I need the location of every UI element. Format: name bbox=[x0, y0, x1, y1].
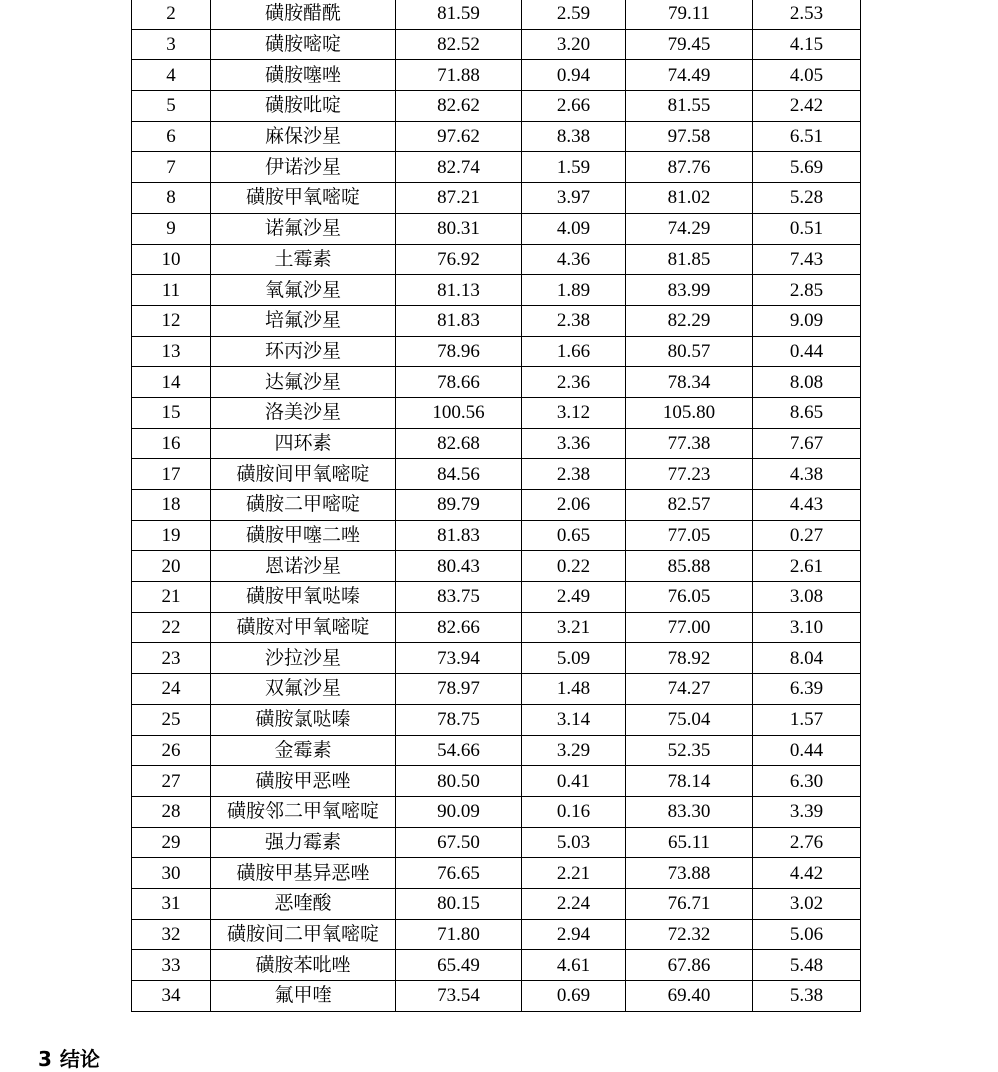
value-col-4-cell: 5.69 bbox=[753, 152, 861, 183]
value-col-3-cell: 82.29 bbox=[626, 305, 753, 336]
table-row bbox=[132, 0, 861, 29]
value-col-2-cell: 2.59 bbox=[522, 0, 626, 29]
value-col-2-cell: 2.36 bbox=[522, 367, 626, 398]
value-col-4-cell: 3.08 bbox=[753, 582, 861, 613]
value-col-1-cell: 81.83 bbox=[396, 520, 522, 551]
value-col-4-cell: 8.08 bbox=[753, 367, 861, 398]
value-col-4-cell: 3.10 bbox=[753, 612, 861, 643]
value-col-1-cell: 73.94 bbox=[396, 643, 522, 674]
value-col-1-cell: 82.68 bbox=[396, 428, 522, 459]
compound-name-cell: 磺胺苯吡唑 bbox=[211, 950, 396, 981]
row-number-cell: 3 bbox=[132, 29, 211, 60]
value-col-2-cell: 5.09 bbox=[522, 643, 626, 674]
value-col-3-cell: 87.76 bbox=[626, 152, 753, 183]
value-col-4-cell: 2.76 bbox=[753, 827, 861, 858]
value-col-2-cell: 2.94 bbox=[522, 919, 626, 950]
row-number-cell: 22 bbox=[132, 612, 211, 643]
value-col-4-cell: 4.43 bbox=[753, 490, 861, 521]
compound-name-cell: 恩诺沙星 bbox=[211, 551, 396, 582]
value-col-2-cell: 3.36 bbox=[522, 428, 626, 459]
value-col-3-cell: 76.71 bbox=[626, 888, 753, 919]
table-row bbox=[132, 674, 861, 705]
value-col-2-cell: 2.21 bbox=[522, 858, 626, 889]
value-col-4-cell: 5.48 bbox=[753, 950, 861, 981]
row-number-cell: 25 bbox=[132, 704, 211, 735]
compound-name-cell: 环丙沙星 bbox=[211, 336, 396, 367]
row-number-cell: 18 bbox=[132, 490, 211, 521]
table-row bbox=[132, 336, 861, 367]
compound-name-cell: 磺胺甲氧哒嗪 bbox=[211, 582, 396, 613]
table-row bbox=[132, 704, 861, 735]
row-number-cell: 23 bbox=[132, 643, 211, 674]
row-number-cell: 34 bbox=[132, 981, 211, 1012]
table-row bbox=[132, 582, 861, 613]
value-col-3-cell: 73.88 bbox=[626, 858, 753, 889]
value-col-2-cell: 2.66 bbox=[522, 91, 626, 122]
results-table-body bbox=[132, 0, 861, 1011]
value-col-1-cell: 80.50 bbox=[396, 766, 522, 797]
value-col-1-cell: 81.59 bbox=[396, 0, 522, 29]
value-col-3-cell: 79.11 bbox=[626, 0, 753, 29]
value-col-2-cell: 3.29 bbox=[522, 735, 626, 766]
value-col-1-cell: 81.83 bbox=[396, 305, 522, 336]
table-row bbox=[132, 950, 861, 981]
value-col-3-cell: 52.35 bbox=[626, 735, 753, 766]
row-number-cell: 21 bbox=[132, 582, 211, 613]
row-number-cell: 11 bbox=[132, 275, 211, 306]
table-row bbox=[132, 919, 861, 950]
compound-name-cell: 磺胺间二甲氧嘧啶 bbox=[211, 919, 396, 950]
value-col-2-cell: 4.09 bbox=[522, 213, 626, 244]
value-col-2-cell: 0.69 bbox=[522, 981, 626, 1012]
compound-name-cell: 磺胺甲恶唑 bbox=[211, 766, 396, 797]
row-number-cell: 29 bbox=[132, 827, 211, 858]
table-row bbox=[132, 551, 861, 582]
value-col-1-cell: 80.31 bbox=[396, 213, 522, 244]
compound-name-cell: 金霉素 bbox=[211, 735, 396, 766]
value-col-1-cell: 97.62 bbox=[396, 121, 522, 152]
value-col-3-cell: 81.55 bbox=[626, 91, 753, 122]
row-number-cell: 26 bbox=[132, 735, 211, 766]
value-col-3-cell: 78.34 bbox=[626, 367, 753, 398]
value-col-2-cell: 0.65 bbox=[522, 520, 626, 551]
value-col-3-cell: 77.38 bbox=[626, 428, 753, 459]
table-row bbox=[132, 612, 861, 643]
value-col-2-cell: 3.14 bbox=[522, 704, 626, 735]
value-col-4-cell: 7.43 bbox=[753, 244, 861, 275]
value-col-3-cell: 77.00 bbox=[626, 612, 753, 643]
value-col-4-cell: 2.61 bbox=[753, 551, 861, 582]
compound-name-cell: 磺胺吡啶 bbox=[211, 91, 396, 122]
table-row bbox=[132, 121, 861, 152]
value-col-3-cell: 78.92 bbox=[626, 643, 753, 674]
value-col-2-cell: 0.16 bbox=[522, 796, 626, 827]
value-col-1-cell: 82.74 bbox=[396, 152, 522, 183]
compound-name-cell: 洛美沙星 bbox=[211, 397, 396, 428]
value-col-3-cell: 97.58 bbox=[626, 121, 753, 152]
value-col-3-cell: 76.05 bbox=[626, 582, 753, 613]
value-col-4-cell: 2.53 bbox=[753, 0, 861, 29]
table-row bbox=[132, 827, 861, 858]
row-number-cell: 32 bbox=[132, 919, 211, 950]
row-number-cell: 30 bbox=[132, 858, 211, 889]
value-col-4-cell: 4.42 bbox=[753, 858, 861, 889]
value-col-4-cell: 0.44 bbox=[753, 336, 861, 367]
row-number-cell: 20 bbox=[132, 551, 211, 582]
table-row bbox=[132, 888, 861, 919]
row-number-cell: 6 bbox=[132, 121, 211, 152]
value-col-3-cell: 83.99 bbox=[626, 275, 753, 306]
value-col-1-cell: 82.62 bbox=[396, 91, 522, 122]
value-col-4-cell: 4.15 bbox=[753, 29, 861, 60]
value-col-1-cell: 76.92 bbox=[396, 244, 522, 275]
compound-name-cell: 伊诺沙星 bbox=[211, 152, 396, 183]
row-number-cell: 17 bbox=[132, 459, 211, 490]
row-number-cell: 10 bbox=[132, 244, 211, 275]
value-col-1-cell: 78.96 bbox=[396, 336, 522, 367]
value-col-4-cell: 6.30 bbox=[753, 766, 861, 797]
compound-name-cell: 磺胺甲噻二唑 bbox=[211, 520, 396, 551]
value-col-1-cell: 78.75 bbox=[396, 704, 522, 735]
compound-name-cell: 强力霉素 bbox=[211, 827, 396, 858]
value-col-2-cell: 1.48 bbox=[522, 674, 626, 705]
compound-name-cell: 磺胺甲基异恶唑 bbox=[211, 858, 396, 889]
compound-name-cell: 磺胺嘧啶 bbox=[211, 29, 396, 60]
table-row bbox=[132, 244, 861, 275]
value-col-4-cell: 8.04 bbox=[753, 643, 861, 674]
value-col-1-cell: 80.15 bbox=[396, 888, 522, 919]
section-title: 结论 bbox=[59, 1047, 100, 1071]
value-col-3-cell: 105.80 bbox=[626, 397, 753, 428]
table-row bbox=[132, 735, 861, 766]
compound-name-cell: 四环素 bbox=[211, 428, 396, 459]
compound-name-cell: 磺胺间甲氧嘧啶 bbox=[211, 459, 396, 490]
value-col-3-cell: 83.30 bbox=[626, 796, 753, 827]
table-row bbox=[132, 60, 861, 91]
compound-name-cell: 磺胺对甲氧嘧啶 bbox=[211, 612, 396, 643]
value-col-3-cell: 69.40 bbox=[626, 981, 753, 1012]
value-col-1-cell: 90.09 bbox=[396, 796, 522, 827]
table-row bbox=[132, 981, 861, 1012]
row-number-cell: 28 bbox=[132, 796, 211, 827]
value-col-2-cell: 8.38 bbox=[522, 121, 626, 152]
value-col-1-cell: 71.80 bbox=[396, 919, 522, 950]
value-col-3-cell: 77.23 bbox=[626, 459, 753, 490]
value-col-3-cell: 85.88 bbox=[626, 551, 753, 582]
table-row bbox=[132, 428, 861, 459]
table-row bbox=[132, 459, 861, 490]
table-row bbox=[132, 367, 861, 398]
value-col-4-cell: 4.05 bbox=[753, 60, 861, 91]
row-number-cell: 13 bbox=[132, 336, 211, 367]
value-col-1-cell: 80.43 bbox=[396, 551, 522, 582]
compound-name-cell: 氧氟沙星 bbox=[211, 275, 396, 306]
compound-name-cell: 土霉素 bbox=[211, 244, 396, 275]
value-col-2-cell: 2.38 bbox=[522, 305, 626, 336]
compound-name-cell: 恶喹酸 bbox=[211, 888, 396, 919]
value-col-1-cell: 82.66 bbox=[396, 612, 522, 643]
value-col-2-cell: 3.12 bbox=[522, 397, 626, 428]
table-row bbox=[132, 152, 861, 183]
row-number-cell: 8 bbox=[132, 183, 211, 214]
table-row bbox=[132, 858, 861, 889]
value-col-2-cell: 0.41 bbox=[522, 766, 626, 797]
value-col-1-cell: 87.21 bbox=[396, 183, 522, 214]
value-col-4-cell: 5.28 bbox=[753, 183, 861, 214]
row-number-cell: 31 bbox=[132, 888, 211, 919]
table-row bbox=[132, 397, 861, 428]
table-row bbox=[132, 490, 861, 521]
value-col-3-cell: 80.57 bbox=[626, 336, 753, 367]
value-col-2-cell: 2.24 bbox=[522, 888, 626, 919]
section-number: 3 bbox=[38, 1047, 52, 1071]
value-col-4-cell: 4.38 bbox=[753, 459, 861, 490]
compound-name-cell: 磺胺醋酰 bbox=[211, 0, 396, 29]
table-row bbox=[132, 29, 861, 60]
value-col-1-cell: 89.79 bbox=[396, 490, 522, 521]
row-number-cell: 16 bbox=[132, 428, 211, 459]
value-col-1-cell: 76.65 bbox=[396, 858, 522, 889]
value-col-3-cell: 79.45 bbox=[626, 29, 753, 60]
value-col-2-cell: 1.66 bbox=[522, 336, 626, 367]
table-row bbox=[132, 766, 861, 797]
value-col-4-cell: 8.65 bbox=[753, 397, 861, 428]
value-col-1-cell: 84.56 bbox=[396, 459, 522, 490]
value-col-4-cell: 3.02 bbox=[753, 888, 861, 919]
table-row bbox=[132, 305, 861, 336]
row-number-cell: 27 bbox=[132, 766, 211, 797]
value-col-3-cell: 67.86 bbox=[626, 950, 753, 981]
compound-name-cell: 达氟沙星 bbox=[211, 367, 396, 398]
value-col-2-cell: 4.36 bbox=[522, 244, 626, 275]
value-col-3-cell: 82.57 bbox=[626, 490, 753, 521]
value-col-4-cell: 5.38 bbox=[753, 981, 861, 1012]
compound-name-cell: 磺胺噻唑 bbox=[211, 60, 396, 91]
value-col-4-cell: 5.06 bbox=[753, 919, 861, 950]
value-col-4-cell: 7.67 bbox=[753, 428, 861, 459]
table-row bbox=[132, 643, 861, 674]
table-row bbox=[132, 91, 861, 122]
value-col-3-cell: 74.49 bbox=[626, 60, 753, 91]
compound-name-cell: 磺胺二甲嘧啶 bbox=[211, 490, 396, 521]
compound-name-cell: 磺胺氯哒嗪 bbox=[211, 704, 396, 735]
row-number-cell: 7 bbox=[132, 152, 211, 183]
results-table bbox=[131, 0, 861, 1012]
value-col-1-cell: 81.13 bbox=[396, 275, 522, 306]
table-row bbox=[132, 275, 861, 306]
value-col-4-cell: 1.57 bbox=[753, 704, 861, 735]
compound-name-cell: 氟甲喹 bbox=[211, 981, 396, 1012]
row-number-cell: 12 bbox=[132, 305, 211, 336]
table-row bbox=[132, 520, 861, 551]
value-col-1-cell: 83.75 bbox=[396, 582, 522, 613]
value-col-2-cell: 1.89 bbox=[522, 275, 626, 306]
row-number-cell: 14 bbox=[132, 367, 211, 398]
table-row bbox=[132, 213, 861, 244]
row-number-cell: 9 bbox=[132, 213, 211, 244]
value-col-4-cell: 2.85 bbox=[753, 275, 861, 306]
row-number-cell: 24 bbox=[132, 674, 211, 705]
value-col-1-cell: 100.56 bbox=[396, 397, 522, 428]
value-col-4-cell: 9.09 bbox=[753, 305, 861, 336]
value-col-4-cell: 2.42 bbox=[753, 91, 861, 122]
value-col-1-cell: 78.66 bbox=[396, 367, 522, 398]
table-row bbox=[132, 183, 861, 214]
compound-name-cell: 麻保沙星 bbox=[211, 121, 396, 152]
value-col-2-cell: 3.97 bbox=[522, 183, 626, 214]
value-col-2-cell: 2.49 bbox=[522, 582, 626, 613]
row-number-cell: 5 bbox=[132, 91, 211, 122]
value-col-1-cell: 71.88 bbox=[396, 60, 522, 91]
value-col-3-cell: 81.85 bbox=[626, 244, 753, 275]
value-col-4-cell: 0.51 bbox=[753, 213, 861, 244]
compound-name-cell: 培氟沙星 bbox=[211, 305, 396, 336]
value-col-4-cell: 0.44 bbox=[753, 735, 861, 766]
value-col-1-cell: 82.52 bbox=[396, 29, 522, 60]
value-col-1-cell: 65.49 bbox=[396, 950, 522, 981]
value-col-2-cell: 3.21 bbox=[522, 612, 626, 643]
value-col-3-cell: 65.11 bbox=[626, 827, 753, 858]
table-row bbox=[132, 796, 861, 827]
value-col-3-cell: 78.14 bbox=[626, 766, 753, 797]
compound-name-cell: 诺氟沙星 bbox=[211, 213, 396, 244]
value-col-2-cell: 5.03 bbox=[522, 827, 626, 858]
value-col-3-cell: 75.04 bbox=[626, 704, 753, 735]
value-col-2-cell: 1.59 bbox=[522, 152, 626, 183]
value-col-2-cell: 4.61 bbox=[522, 950, 626, 981]
row-number-cell: 2 bbox=[132, 0, 211, 29]
compound-name-cell: 沙拉沙星 bbox=[211, 643, 396, 674]
value-col-1-cell: 73.54 bbox=[396, 981, 522, 1012]
value-col-1-cell: 54.66 bbox=[396, 735, 522, 766]
compound-name-cell: 磺胺邻二甲氧嘧啶 bbox=[211, 796, 396, 827]
value-col-2-cell: 3.20 bbox=[522, 29, 626, 60]
compound-name-cell: 双氟沙星 bbox=[211, 674, 396, 705]
value-col-2-cell: 0.22 bbox=[522, 551, 626, 582]
value-col-1-cell: 78.97 bbox=[396, 674, 522, 705]
value-col-1-cell: 67.50 bbox=[396, 827, 522, 858]
compound-name-cell: 磺胺甲氧嘧啶 bbox=[211, 183, 396, 214]
value-col-4-cell: 3.39 bbox=[753, 796, 861, 827]
value-col-3-cell: 81.02 bbox=[626, 183, 753, 214]
row-number-cell: 15 bbox=[132, 397, 211, 428]
value-col-2-cell: 2.06 bbox=[522, 490, 626, 521]
value-col-3-cell: 74.27 bbox=[626, 674, 753, 705]
value-col-2-cell: 2.38 bbox=[522, 459, 626, 490]
row-number-cell: 19 bbox=[132, 520, 211, 551]
value-col-4-cell: 6.51 bbox=[753, 121, 861, 152]
value-col-3-cell: 74.29 bbox=[626, 213, 753, 244]
value-col-4-cell: 6.39 bbox=[753, 674, 861, 705]
row-number-cell: 33 bbox=[132, 950, 211, 981]
row-number-cell: 4 bbox=[132, 60, 211, 91]
value-col-2-cell: 0.94 bbox=[522, 60, 626, 91]
value-col-3-cell: 72.32 bbox=[626, 919, 753, 950]
value-col-3-cell: 77.05 bbox=[626, 520, 753, 551]
value-col-4-cell: 0.27 bbox=[753, 520, 861, 551]
